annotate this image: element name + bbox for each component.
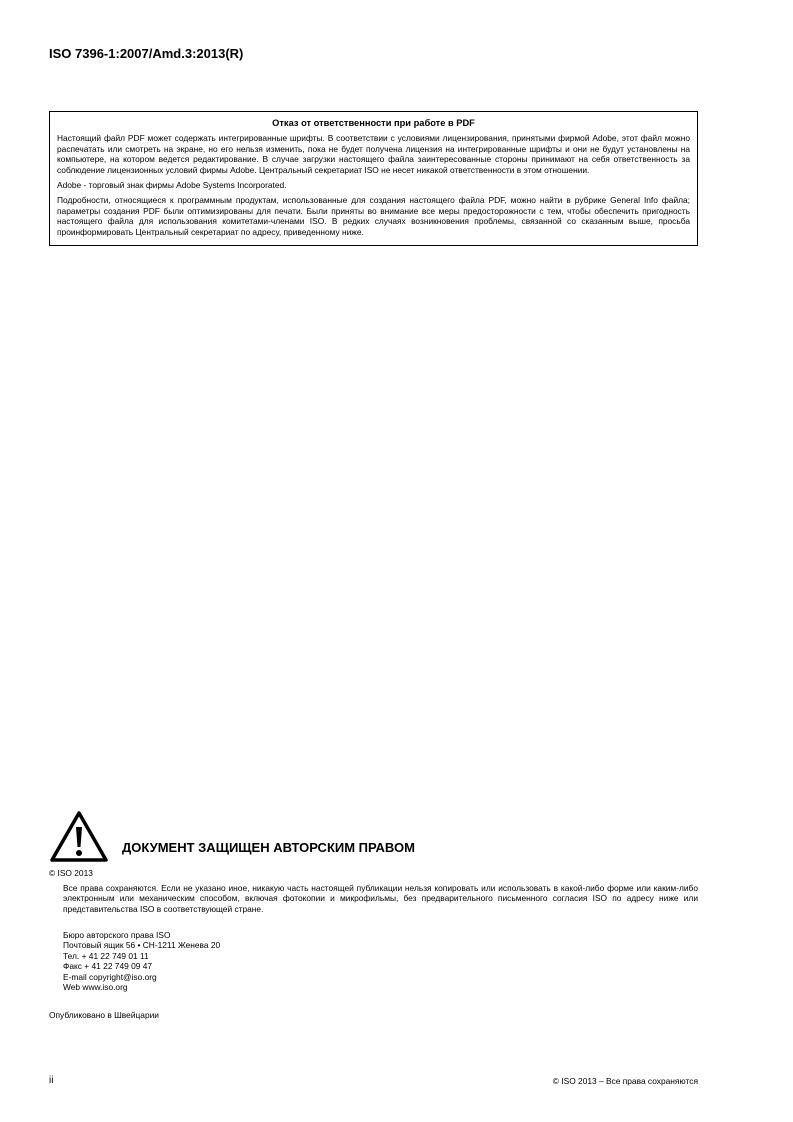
disclaimer-title: Отказ от ответственности при работе в PDF bbox=[272, 118, 475, 128]
document-id: ISO 7396-1:2007/Amd.3:2013(R) bbox=[49, 46, 244, 61]
page-number: ii bbox=[49, 1075, 54, 1086]
pdf-disclaimer-box bbox=[49, 111, 698, 246]
copyright-title: ДОКУМЕНТ ЗАЩИЩЕН АВТОРСКИМ ПРАВОМ bbox=[122, 840, 415, 855]
address-line: Web www.iso.org bbox=[63, 982, 128, 993]
address-line: Факс + 41 22 749 09 47 bbox=[63, 961, 153, 972]
copyright-office-address bbox=[63, 930, 220, 992]
warning-triangle-icon bbox=[49, 810, 109, 864]
rights-statement: Все права сохраняются. Если не указано иное, никакую часть настоящей публикации нельзя копировать или использовать в какой-либо форме или каким-либо электронным или механическим способом, включая фотокопии и микрофильмы, без предварительного письменного согласия ISO по адресу ниже или представительства ISO в соответствующей стране. bbox=[63, 883, 698, 914]
disclaimer-paragraph-trademark: Adobe - торговый знак фирмы Adobe Systems Incorporated. bbox=[57, 180, 287, 191]
disclaimer-paragraph-fonts: Настоящий файл PDF может содержать интегрированные шрифты. В соответствии с условиями лицензирования, принятыми фирмой Adobe, этот файл можно распечатать или смотреть на экране, но его нельзя изменить, пока не будет получена лицензия на интегрированные шрифты и они не будут установлены на компьютере, на котором ведется редактирование. В случае загрузки настоящего файла заинтересованные стороны принимают на себя ответственность за соблюдение лицензионных условий фирмы Adobe. Центральный секретариат ISO не несет никакой ответственности в этом отношении. bbox=[57, 133, 690, 175]
iso-copyright-year: © ISO 2013 bbox=[49, 868, 93, 878]
address-line: E-mail copyright@iso.org bbox=[63, 971, 157, 982]
address-line: Бюро авторского права ISO bbox=[63, 930, 171, 940]
disclaimer-paragraph-details: Подробности, относящиеся к программным продуктам, использованные для создания настоящего файла PDF, можно найти в рубрике General Info файла; параметры создания PDF были оптимизированы для печати. Были приняты во внимание все меры предосторожности с тем, чтобы обеспечить пригодность настоящего файла для использования комитетами-членами ISO. В редких случаях возникновения проблемы, связанной со сказанным выше, просьба проинформировать Центральный секретариат по адресу, приведенному ниже. bbox=[57, 195, 690, 237]
footer-copyright: © ISO 2013 – Все права сохраняются bbox=[552, 1076, 698, 1086]
address-line: Тел. + 41 22 749 01 11 bbox=[63, 950, 149, 961]
published-in: Опубликовано в Швейцарии bbox=[49, 1010, 159, 1020]
address-line: Почтовый ящик 56 • CH-1211 Женева 20 bbox=[63, 940, 221, 951]
